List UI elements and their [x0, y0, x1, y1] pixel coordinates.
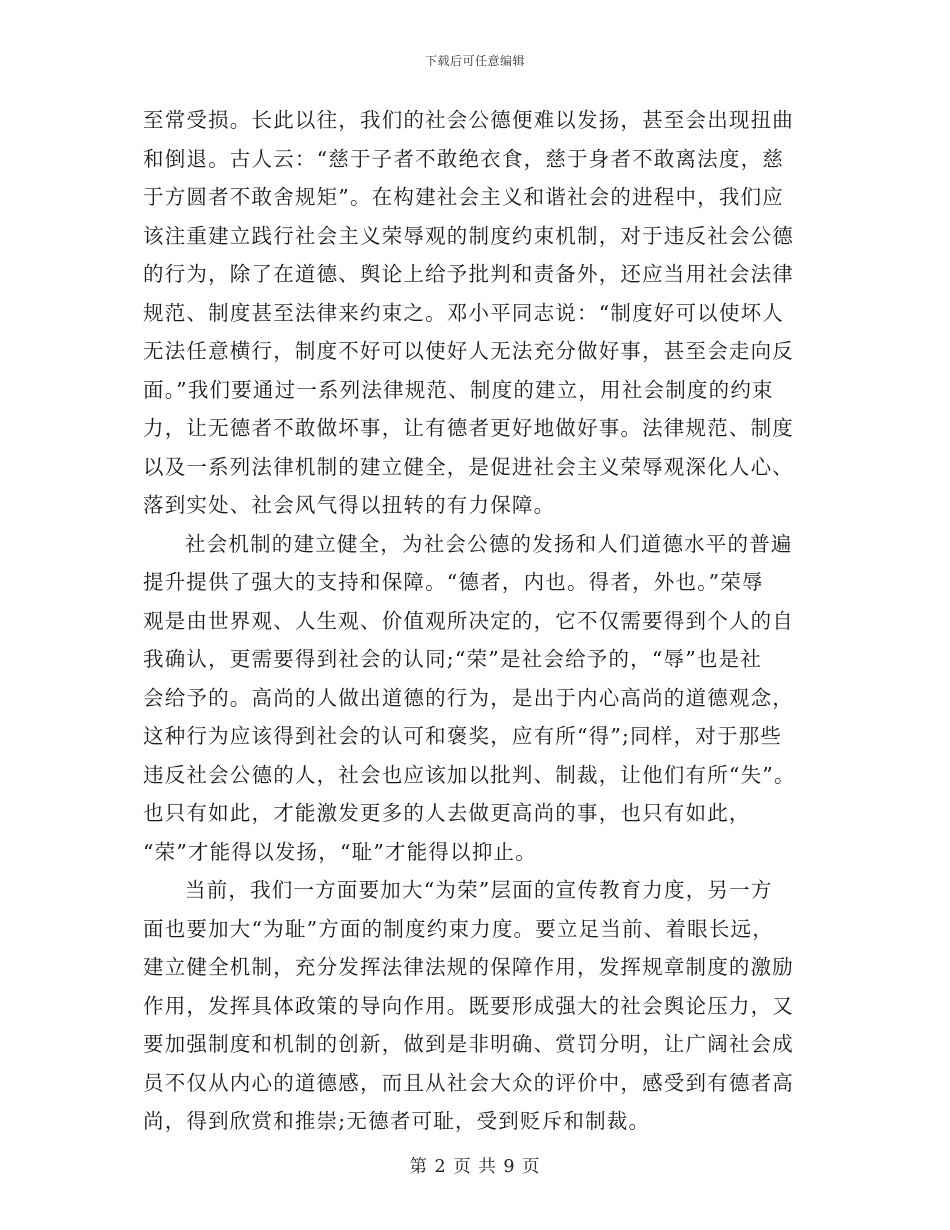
- text-line: “荣”才能得以发扬，“耻”才能得以抑止。: [143, 839, 537, 864]
- text-line: 规范、制度甚至法律来约束之。邓小平同志说：“制度好可以使坏人: [143, 300, 784, 325]
- text-line: 要加强制度和机制的创新，做到是非明确、赏罚分明，让广阔社会成: [143, 1032, 794, 1056]
- text-line: 和倒退。古人云：“慈于子者不敢绝衣食，慈于身者不敢离法度，慈: [143, 146, 784, 171]
- text-line: 落到实处、社会风气得以扭转的有力保障。: [143, 493, 556, 517]
- text-line: 建立健全机制，充分发挥法律法规的保障作用，发挥规章制度的激励: [143, 955, 794, 979]
- text-line: 面。”我们要通过一系列法律规范、制度的建立，用社会制度的约束: [143, 377, 774, 402]
- text-line: 尚，得到欣赏和推崇;无德者可耻，受到贬斥和制裁。: [143, 1109, 651, 1133]
- text-line: 观是由世界观、人生观、价值观所决定的，它不仅需要得到个人的自: [143, 608, 794, 633]
- text-line: 提升提供了强大的支持和保障。“德者，内也。得者，外也。”荣辱: [143, 570, 764, 594]
- text-line: 也只有如此，才能激发更多的人去做更高尚的事，也只有如此，: [143, 801, 751, 825]
- page-number-indicator: 第 2 页 共 9 页: [409, 1157, 541, 1177]
- text-line: 员不仅从内心的道德感，而且从社会大众的评价中，感受到有德者高: [143, 1070, 794, 1095]
- text-line: 无法任意横行，制度不好可以使好人无法充分做好事，甚至会走向反: [143, 339, 794, 363]
- text-line: 这种行为应该得到社会的认可和褒奖，应有所“得”;同样，对于那些: [143, 724, 783, 748]
- text-line: 会给予的。高尚的人做出道德的行为，是出于内心高尚的道德观念，: [143, 685, 794, 710]
- text-line: 该注重建立践行社会主义荣辱观的制度约束机制，对于违反社会公德: [143, 223, 794, 248]
- text-line: 面也要加大“为耻”方面的制度约束力度。要立足当前、着眼长远，: [143, 916, 774, 941]
- page-header-note: 下载后可任意编辑: [424, 54, 525, 68]
- text-line: 力，让无德者不敢做坏事，让有德者更好地做好事。法律规范、制度: [143, 416, 794, 440]
- paragraph-first-line: 社会机制的建立健全，为社会公德的发扬和人们道德水平的普遍: [185, 531, 793, 556]
- text-line: 我确认，更需要得到社会的认同;“荣”是社会给予的，“辱”也是社: [143, 647, 763, 671]
- text-line: 于方圆者不敢舍规矩”。在构建社会主义和谐社会的进程中，我们应: [143, 185, 784, 209]
- text-line: 作用，发挥具体政策的导向作用。既要形成强大的社会舆论压力，又: [143, 993, 794, 1018]
- text-line: 以及一系列法律机制的建立健全，是促进社会主义荣辱观深化人心、: [143, 454, 794, 479]
- text-line: 违反社会公德的人，社会也应该加以批判、制裁，让他们有所“失”。: [143, 762, 796, 787]
- paragraph-first-line: 当前，我们一方面要加大“为荣”层面的宣传教育力度，另一方: [185, 878, 773, 902]
- text-line: 至常受损。长此以往，我们的社会公德便难以发扬，甚至会出现扭曲: [143, 108, 794, 132]
- document-body: [143, 101, 809, 1141]
- text-line: 的行为，除了在道德、舆论上给予批判和责备外，还应当用社会法律: [143, 262, 794, 286]
